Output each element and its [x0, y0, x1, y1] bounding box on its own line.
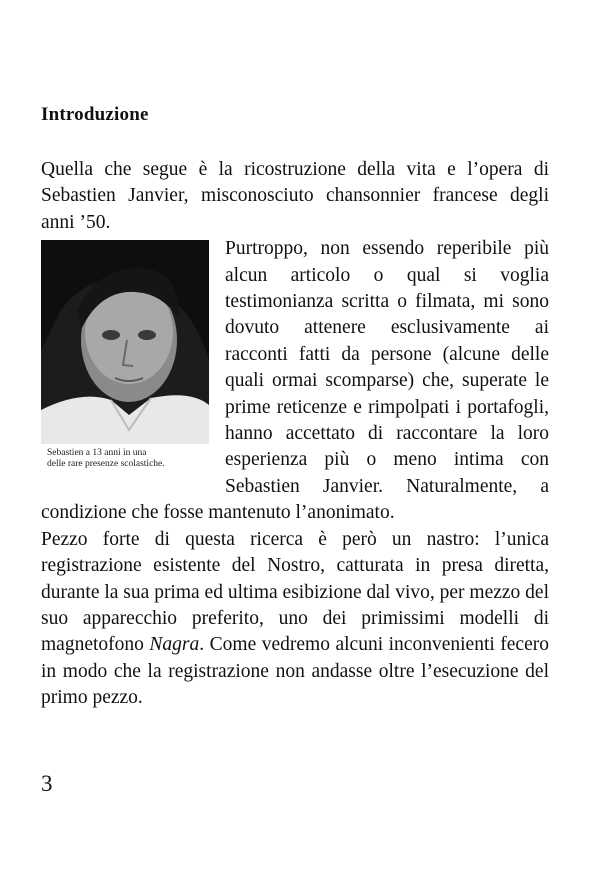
recording-text-start: Pezzo forte di questa ricerca è però un nastro: l’unica registrazione esistente del Nostro, catturata in presa diretta, durante la sua prima ed ultima esibizione dal vivo, per mezzo del suo apparecchio preferito, uno dei primissimi modelli di magnetofono [41, 528, 549, 656]
body-text [41, 157, 549, 712]
photo-caption [41, 448, 209, 469]
nagra-italic: Nagra [149, 634, 200, 656]
caption-line-2: delle rare presenze scolastiche. [47, 458, 165, 469]
page-number: 3 [41, 771, 53, 796]
section-heading: Introduzione [41, 104, 149, 125]
portrait-photo [41, 240, 209, 444]
photo-figure [41, 240, 209, 476]
caption-line-1: Sebastien a 13 anni in una [47, 448, 147, 459]
paragraph-sources: Purtroppo, non essendo reperibile più alcun articolo o qual si voglia testimonianza scritta o filmata, mi sono dovuto attenere esclusivamente ai racconti fatti da persone (alcune delle quali ormai scomparse) che, superate le prime reticenze e rimpolpati i portafogli, hanno accettato di raccontare la loro esperienza più o meno intima con Sebastien Janvier. Naturalmente, a condizione che fosse mantenuto l’anonimato. [41, 238, 549, 524]
recording-text-end: . Come vedremo alcuni inconvenienti fecero in modo che la registrazione non andasse oltre l’esecuzione del primo pezzo. [41, 634, 549, 709]
portrait-image [41, 240, 209, 444]
paragraph-intro: Quella che segue è la ricostruzione della vita e l’opera di Sebastien Janvier, misconosciuto chansonnier francese degli anni ’50. [41, 159, 549, 233]
paragraph-recording [41, 527, 549, 712]
